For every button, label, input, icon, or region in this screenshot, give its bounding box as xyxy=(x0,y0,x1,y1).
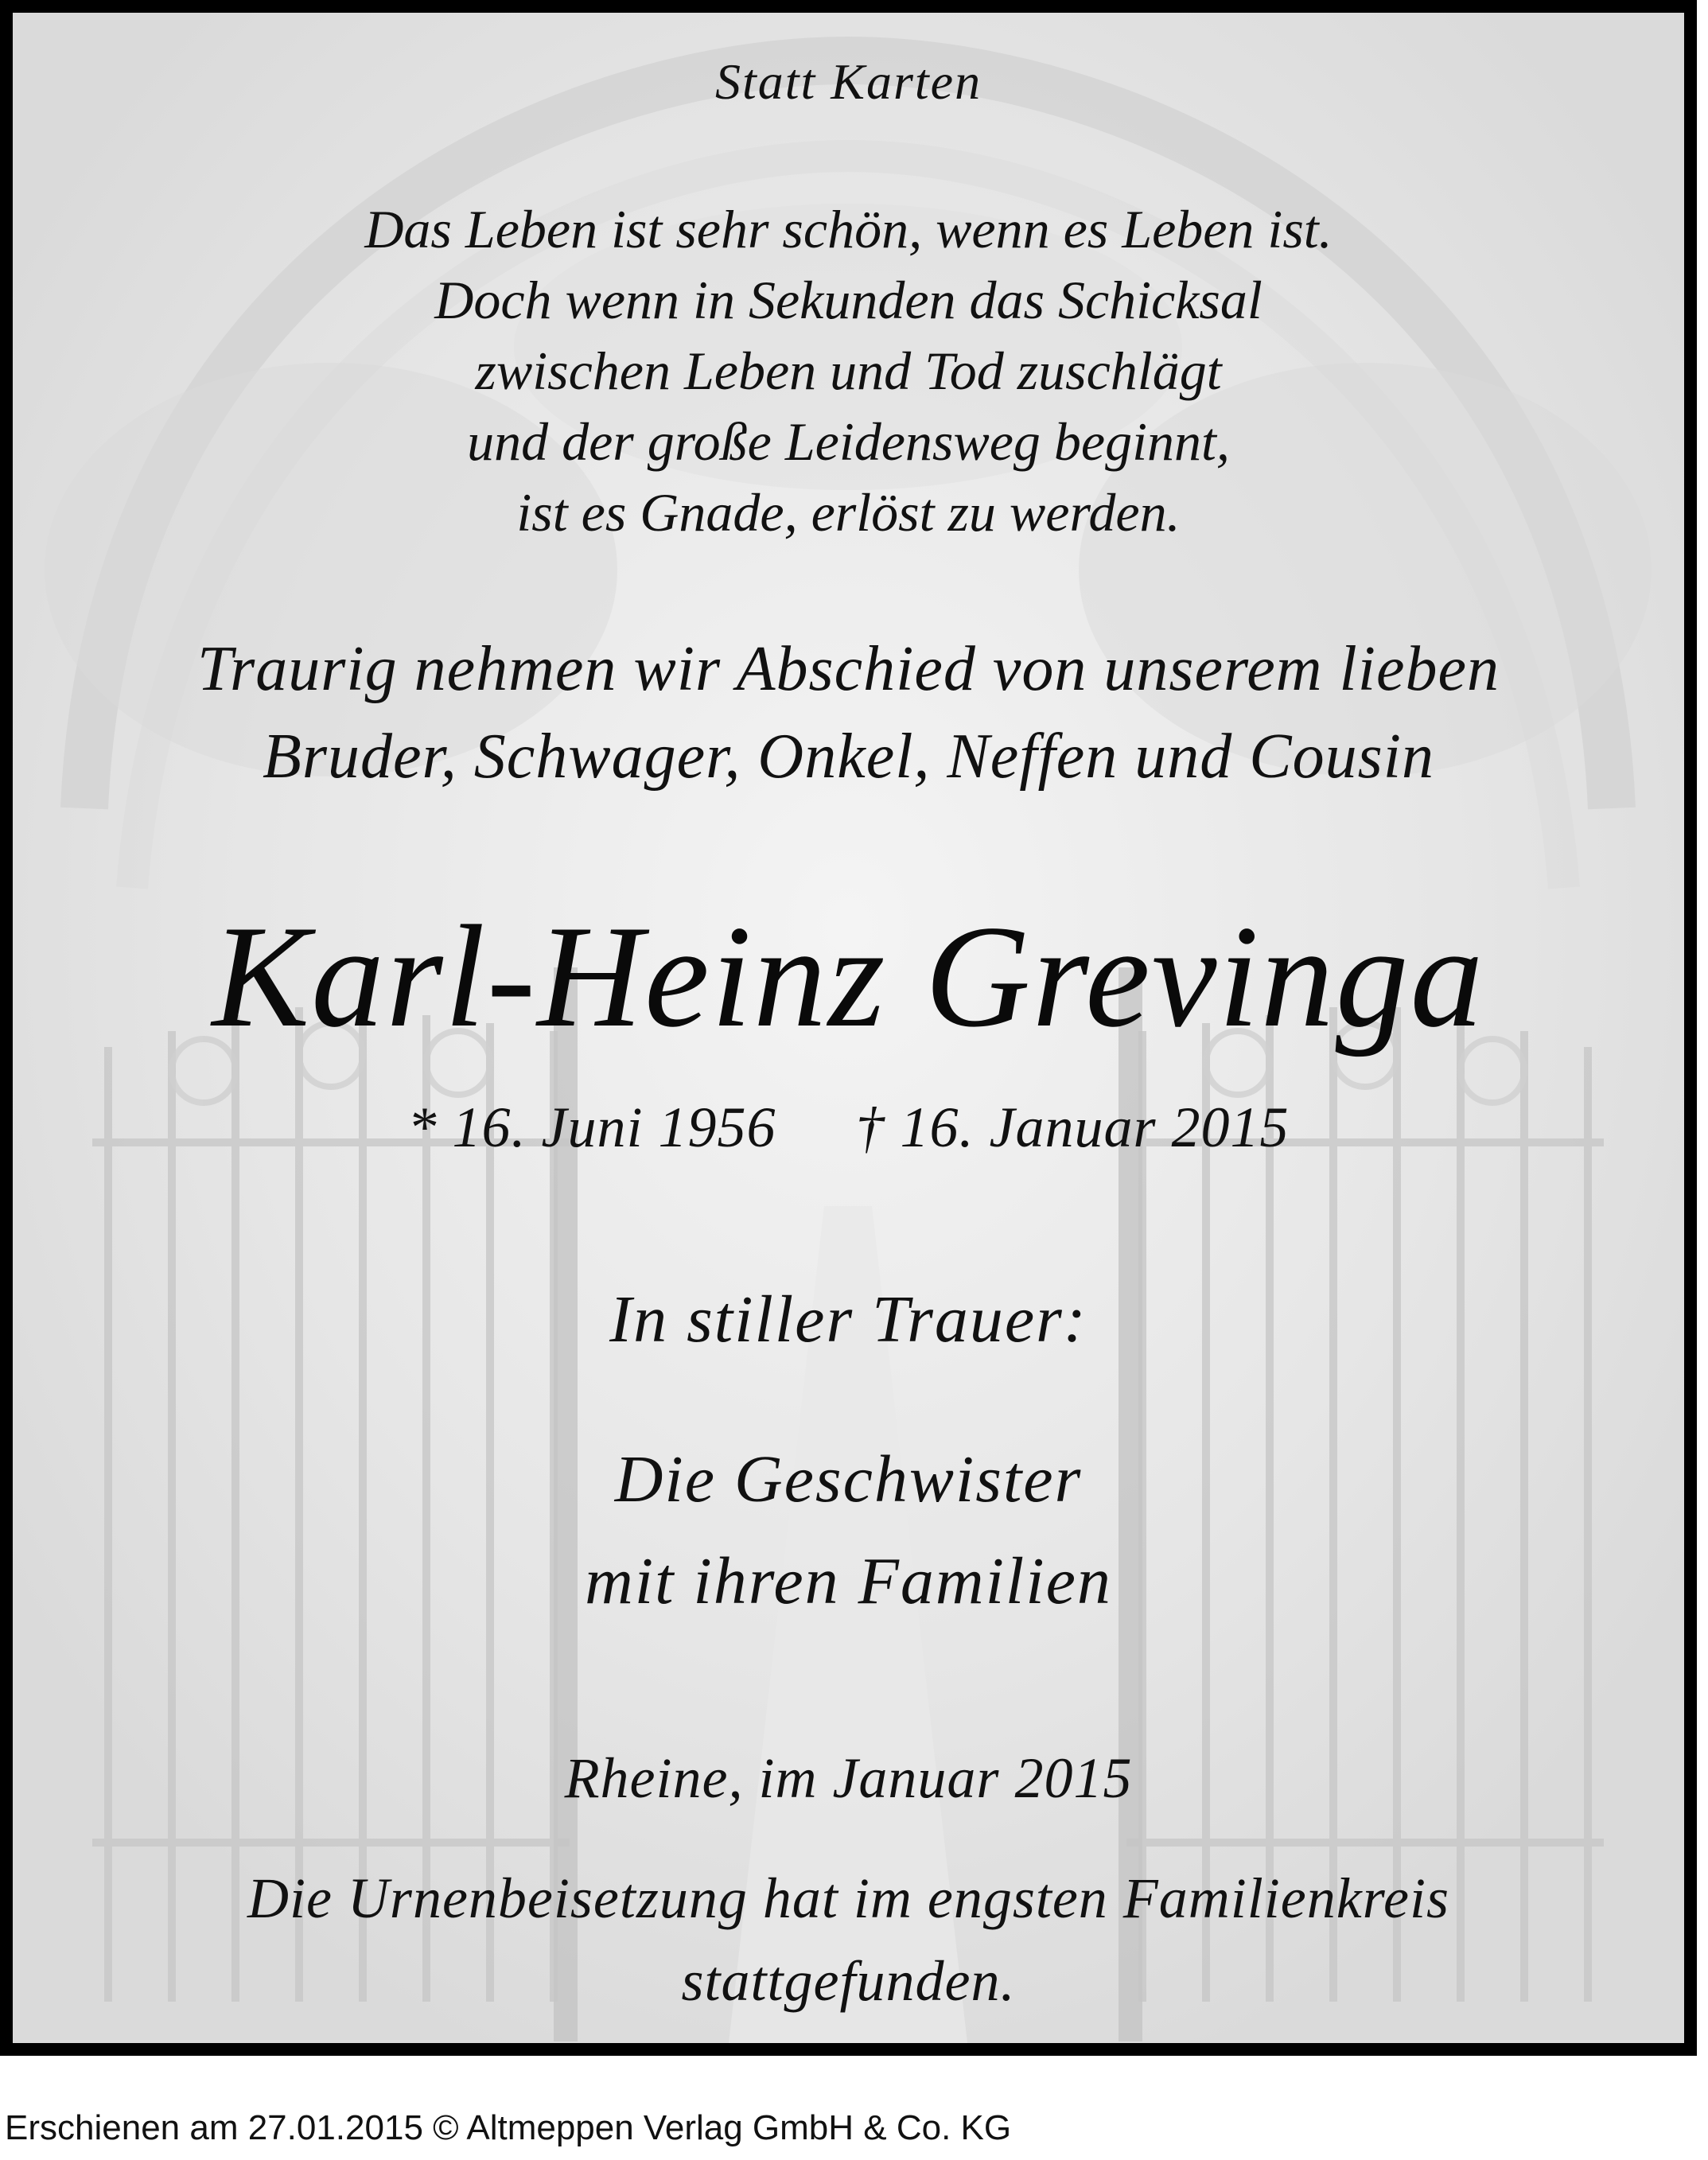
mourners-line: mit ihren Familien xyxy=(585,1544,1112,1618)
intro-line: Bruder, Schwager, Onkel, Neffen und Cousin xyxy=(263,722,1434,792)
life-dates xyxy=(13,1095,1684,1161)
poem-line: Doch wenn in Sekunden das Schicksal xyxy=(434,270,1263,330)
poem-line: und der große Leidensweg beginnt, xyxy=(467,411,1230,472)
publication-credit: Erschienen am 27.01.2015 © Altmeppen Verlag GmbH & Co. KG xyxy=(5,2108,1012,2147)
mourning-heading: In stiller Trauer: xyxy=(609,1282,1087,1356)
poem-line: ist es Gnade, erlöst zu werden. xyxy=(516,482,1181,543)
death-date: † 16. Januar 2015 xyxy=(855,1096,1290,1159)
deceased-name: Karl-Heinz Grevinga xyxy=(212,895,1485,1057)
burial-note xyxy=(13,1857,1684,2022)
intro-line: Traurig nehmen wir Abschied von unserem lieben xyxy=(197,634,1500,704)
poem-line: Das Leben ist sehr schön, wenn es Leben ist. xyxy=(364,199,1333,259)
poem-line: zwischen Leben und Tod zuschlägt xyxy=(475,341,1222,401)
place-date: Rheine, im Januar 2015 xyxy=(564,1746,1133,1810)
header-statt-karten: Statt Karten xyxy=(714,53,982,110)
poem xyxy=(13,194,1684,548)
mourners xyxy=(13,1429,1684,1633)
birth-date: * 16. Juni 1956 xyxy=(407,1096,776,1159)
burial-line: Die Urnenbeisetzung hat im engsten Familienkreis xyxy=(247,1866,1450,1930)
mourners-line: Die Geschwister xyxy=(614,1442,1083,1516)
burial-line: stattgefunden. xyxy=(681,1949,1016,2013)
farewell-intro xyxy=(13,625,1684,800)
